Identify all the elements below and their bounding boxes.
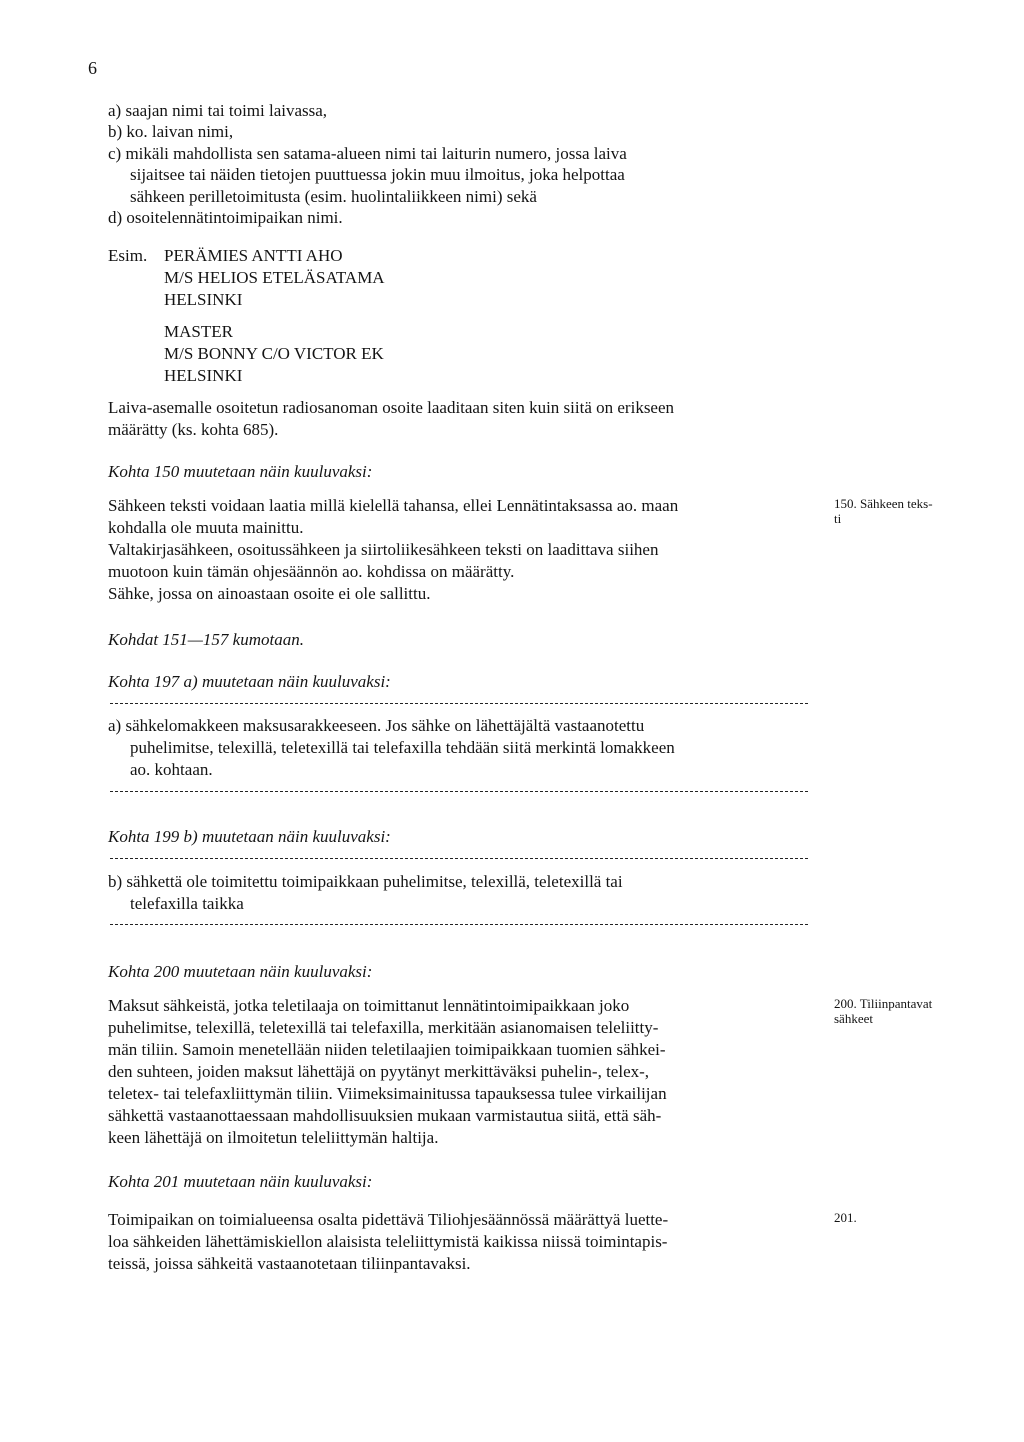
address-line: PERÄMIES ANTTI AHO <box>164 246 343 265</box>
paragraph-line: män tiliin. Samoin menetellään niiden teletilaajien toimipaikkaan tuomien sähkei- <box>108 1040 666 1059</box>
list-item: d) osoitelennätintoimipaikan nimi. <box>108 208 343 227</box>
paragraph-line: puhelimitse, telexillä, teletexillä tai telefaxilla, merkitään asianomaisen teleliitty- <box>108 1018 659 1037</box>
paragraph-line: Valtakirjasähkeen, osoitussähkeen ja siirtoliikesähkeen teksti on laadittava siihen <box>108 540 659 559</box>
paragraph-line: teletex- tai telefaxliittymän tiliin. Viimeksimainitussa tapauksessa tulee virkailijan <box>108 1084 667 1103</box>
section-heading: Kohdat 151—157 kumotaan. <box>108 630 304 649</box>
paragraph-line: määrätty (ks. kohta 685). <box>108 420 279 439</box>
address-line: MASTER <box>164 322 233 341</box>
address-line: M/S HELIOS ETELÄSATAMA <box>164 268 385 287</box>
example-label: Esim. <box>108 246 148 265</box>
paragraph-line: b) sähkettä ole toimitettu toimipaikkaan puhelimitse, telexillä, teletexillä tai <box>108 872 623 891</box>
paragraph-line: Sähke, jossa on ainoastaan osoite ei ole sallittu. <box>108 584 431 603</box>
section-heading: Kohta 199 b) muutetaan näin kuuluvaksi: <box>108 827 391 846</box>
paragraph-line: den suhteen, joiden maksut lähettäjä on pyytänyt merkittäväksi puhelin-, telex-, <box>108 1062 650 1081</box>
paragraph-line: muotoon kuin tämän ohjesäännön ao. kohdissa on määrätty. <box>108 562 515 581</box>
paragraph-line: ao. kohtaan. <box>130 760 213 779</box>
dashed-separator <box>110 703 808 704</box>
section-heading: Kohta 150 muutetaan näin kuuluvaksi: <box>108 462 373 481</box>
paragraph-line: kohdalla ole muuta mainittu. <box>108 518 304 537</box>
paragraph-line: Maksut sähkeistä, jotka teletilaaja on toimittanut lennätintoimipaikkaan joko <box>108 996 630 1015</box>
list-item: sijaitsee tai näiden tietojen puuttuessa jokin muu ilmoitus, joka helpottaa <box>130 165 625 184</box>
paragraph-line: a) sähkelomakkeen maksusarakkeeseen. Jos sähke on lähettäjältä vastaanotettu <box>108 716 645 735</box>
paragraph-line: telefaxilla taikka <box>130 894 244 913</box>
address-line: M/S BONNY C/O VICTOR EK <box>164 344 384 363</box>
margin-note: 200. Tiliinpantavat <box>834 996 933 1011</box>
paragraph-line: Sähkeen teksti voidaan laatia millä kielellä tahansa, ellei Lennätintaksassa ao. maan <box>108 496 679 515</box>
list-item: sähkeen perilletoimitusta (esim. huolintaliikkeen nimi) sekä <box>130 187 537 206</box>
paragraph-line: sähkettä vastaanottaessaan mahdollisuuksien mukaan varmistautua siitä, että säh- <box>108 1106 662 1125</box>
page-number: 6 <box>88 58 97 78</box>
paragraph-line: Toimipaikan on toimialueensa osalta pidettävä Tiliohjesäännössä määrättyä luette- <box>108 1210 669 1229</box>
section-heading: Kohta 201 muutetaan näin kuuluvaksi: <box>108 1172 373 1191</box>
address-line: HELSINKI <box>164 290 243 309</box>
margin-note: 150. Sähkeen teks- <box>834 496 933 511</box>
margin-note: 201. <box>834 1210 857 1225</box>
margin-note: ti <box>834 511 842 526</box>
section-heading: Kohta 197 a) muutetaan näin kuuluvaksi: <box>108 672 391 691</box>
paragraph-line: loa sähkeiden lähettämiskiellon alaisista teleliittymistä kaikissa niissä toimintapis- <box>108 1232 668 1251</box>
dashed-separator <box>110 858 808 859</box>
list-item: c) mikäli mahdollista sen satama-alueen nimi tai laiturin numero, jossa laiva <box>108 144 627 163</box>
list-item: b) ko. laivan nimi, <box>108 122 234 141</box>
paragraph-line: keen lähettäjä on ilmoitetun teleliittymän haltija. <box>108 1128 439 1147</box>
paragraph-line: teissä, joissa sähkeitä vastaanotetaan tiliinpantavaksi. <box>108 1254 471 1273</box>
list-item: a) saajan nimi tai toimi laivassa, <box>108 101 328 120</box>
paragraph-line: Laiva-asemalle osoitetun radiosanoman osoite laaditaan siten kuin siitä on erikseen <box>108 398 675 417</box>
section-heading: Kohta 200 muutetaan näin kuuluvaksi: <box>108 962 373 981</box>
margin-note: sähkeet <box>834 1011 873 1026</box>
paragraph-line: puhelimitse, telexillä, teletexillä tai telefaxilla tehdään siitä merkintä lomakkeen <box>130 738 675 757</box>
dashed-separator <box>110 791 808 792</box>
dashed-separator <box>110 924 808 925</box>
address-line: HELSINKI <box>164 366 243 385</box>
